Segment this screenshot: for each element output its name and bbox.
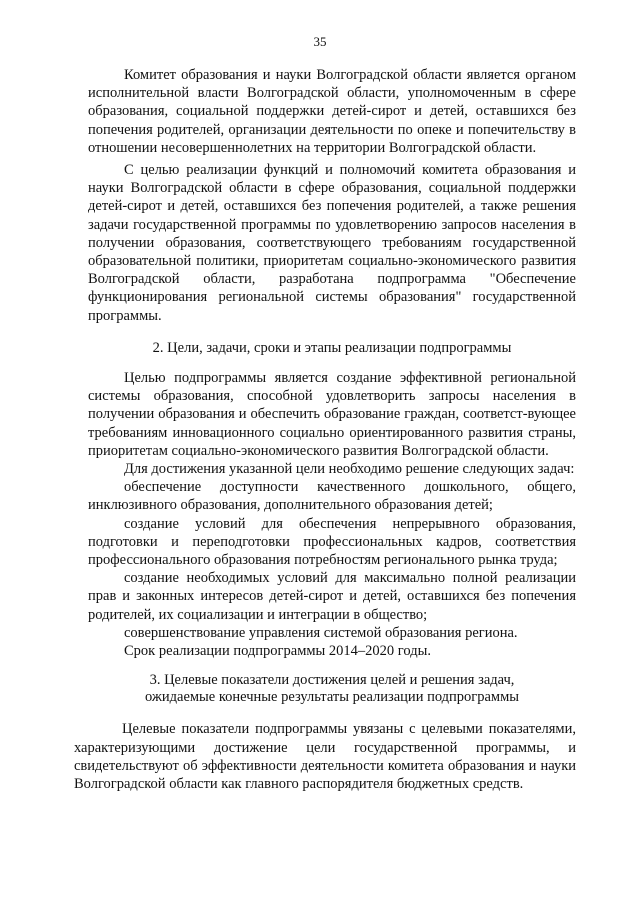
section-2-tasks-intro: Для достижения указанной цели необходимо решение следующих задач: — [124, 461, 575, 478]
section-2-goal-paragraph: Целью подпрограммы является создание эффективной региональной системы образования, способной удовлетворить запросы населения в получении образования и обеспечить образование граждан, соответст-вующее требованиям инновационного социально ориентированного развития страны, приоритетам социально-экономического развития Волгоградской области. — [88, 370, 576, 459]
section-3-heading — [88, 672, 576, 706]
section-3-paragraph: Целевые показатели подпрограммы увязаны с целевыми показателями, характеризующими достижение цели государственной программы, и свидетельствуют об эффективности деятельности комитета образования и науки Волгоградской области как главного распорядителя бюджетных средств. — [74, 721, 576, 792]
task-item-3: создание необходимых условий для максимально полной реализации прав и законных интересов детей-сирот и детей, оставшихся без попечения родителей, их социализации и интеграции в общество; — [88, 570, 576, 623]
document-body — [74, 66, 576, 793]
task-item-4: совершенствование управления системой образования региона. — [124, 624, 518, 641]
task-item-1: обеспечение доступности качественного дошкольного, общего, инклюзивного образования, дополнительного образования детей; — [88, 479, 576, 514]
task-item-2: создание условий для обеспечения непрерывного образования, подготовки и переподготовки профессиональных кадров, соответствия профессионального образования потребностям регионального рынка труда; — [88, 515, 576, 569]
section-2-heading: 2. Цели, задачи, сроки и этапы реализации подпрограммы — [152, 339, 512, 356]
implementation-term: Срок реализации подпрограммы 2014–2020 годы. — [124, 643, 431, 660]
section-3-heading-line-2: ожидаемые конечные результаты реализации подпрограммы — [144, 689, 520, 706]
intro-paragraph-2: С целью реализации функций и полномочий комитета образования и науки Волгоградской области в сфере образования, социальной поддержки детей-сирот и детей, оставшихся без попечения родителей, а также решения задачи государственной программы по удовлетворению запросов населения в получении образования, соответствующего требованиям государственной образовательной политики, приоритетам социально-экономического развития Волгоградской области, разработана подпрограмма "Обеспечение функционирования региональной системы образования" государственной программы. — [88, 162, 576, 324]
intro-paragraph-1: Комитет образования и науки Волгоградской области является органом исполнительной власти Волгоградской области, уполномоченным в сфере образования, социальной поддержки детей-сирот и детей, оставшихся без попечения родителей, организации деятельности по опеке и попечительству в отношении несовершеннолетних на территории Волгоградской области. — [88, 67, 576, 156]
page-number: 35 — [313, 34, 327, 49]
section-3-heading-line-1: 3. Целевые показатели достижения целей и решения задач, — [149, 672, 515, 689]
